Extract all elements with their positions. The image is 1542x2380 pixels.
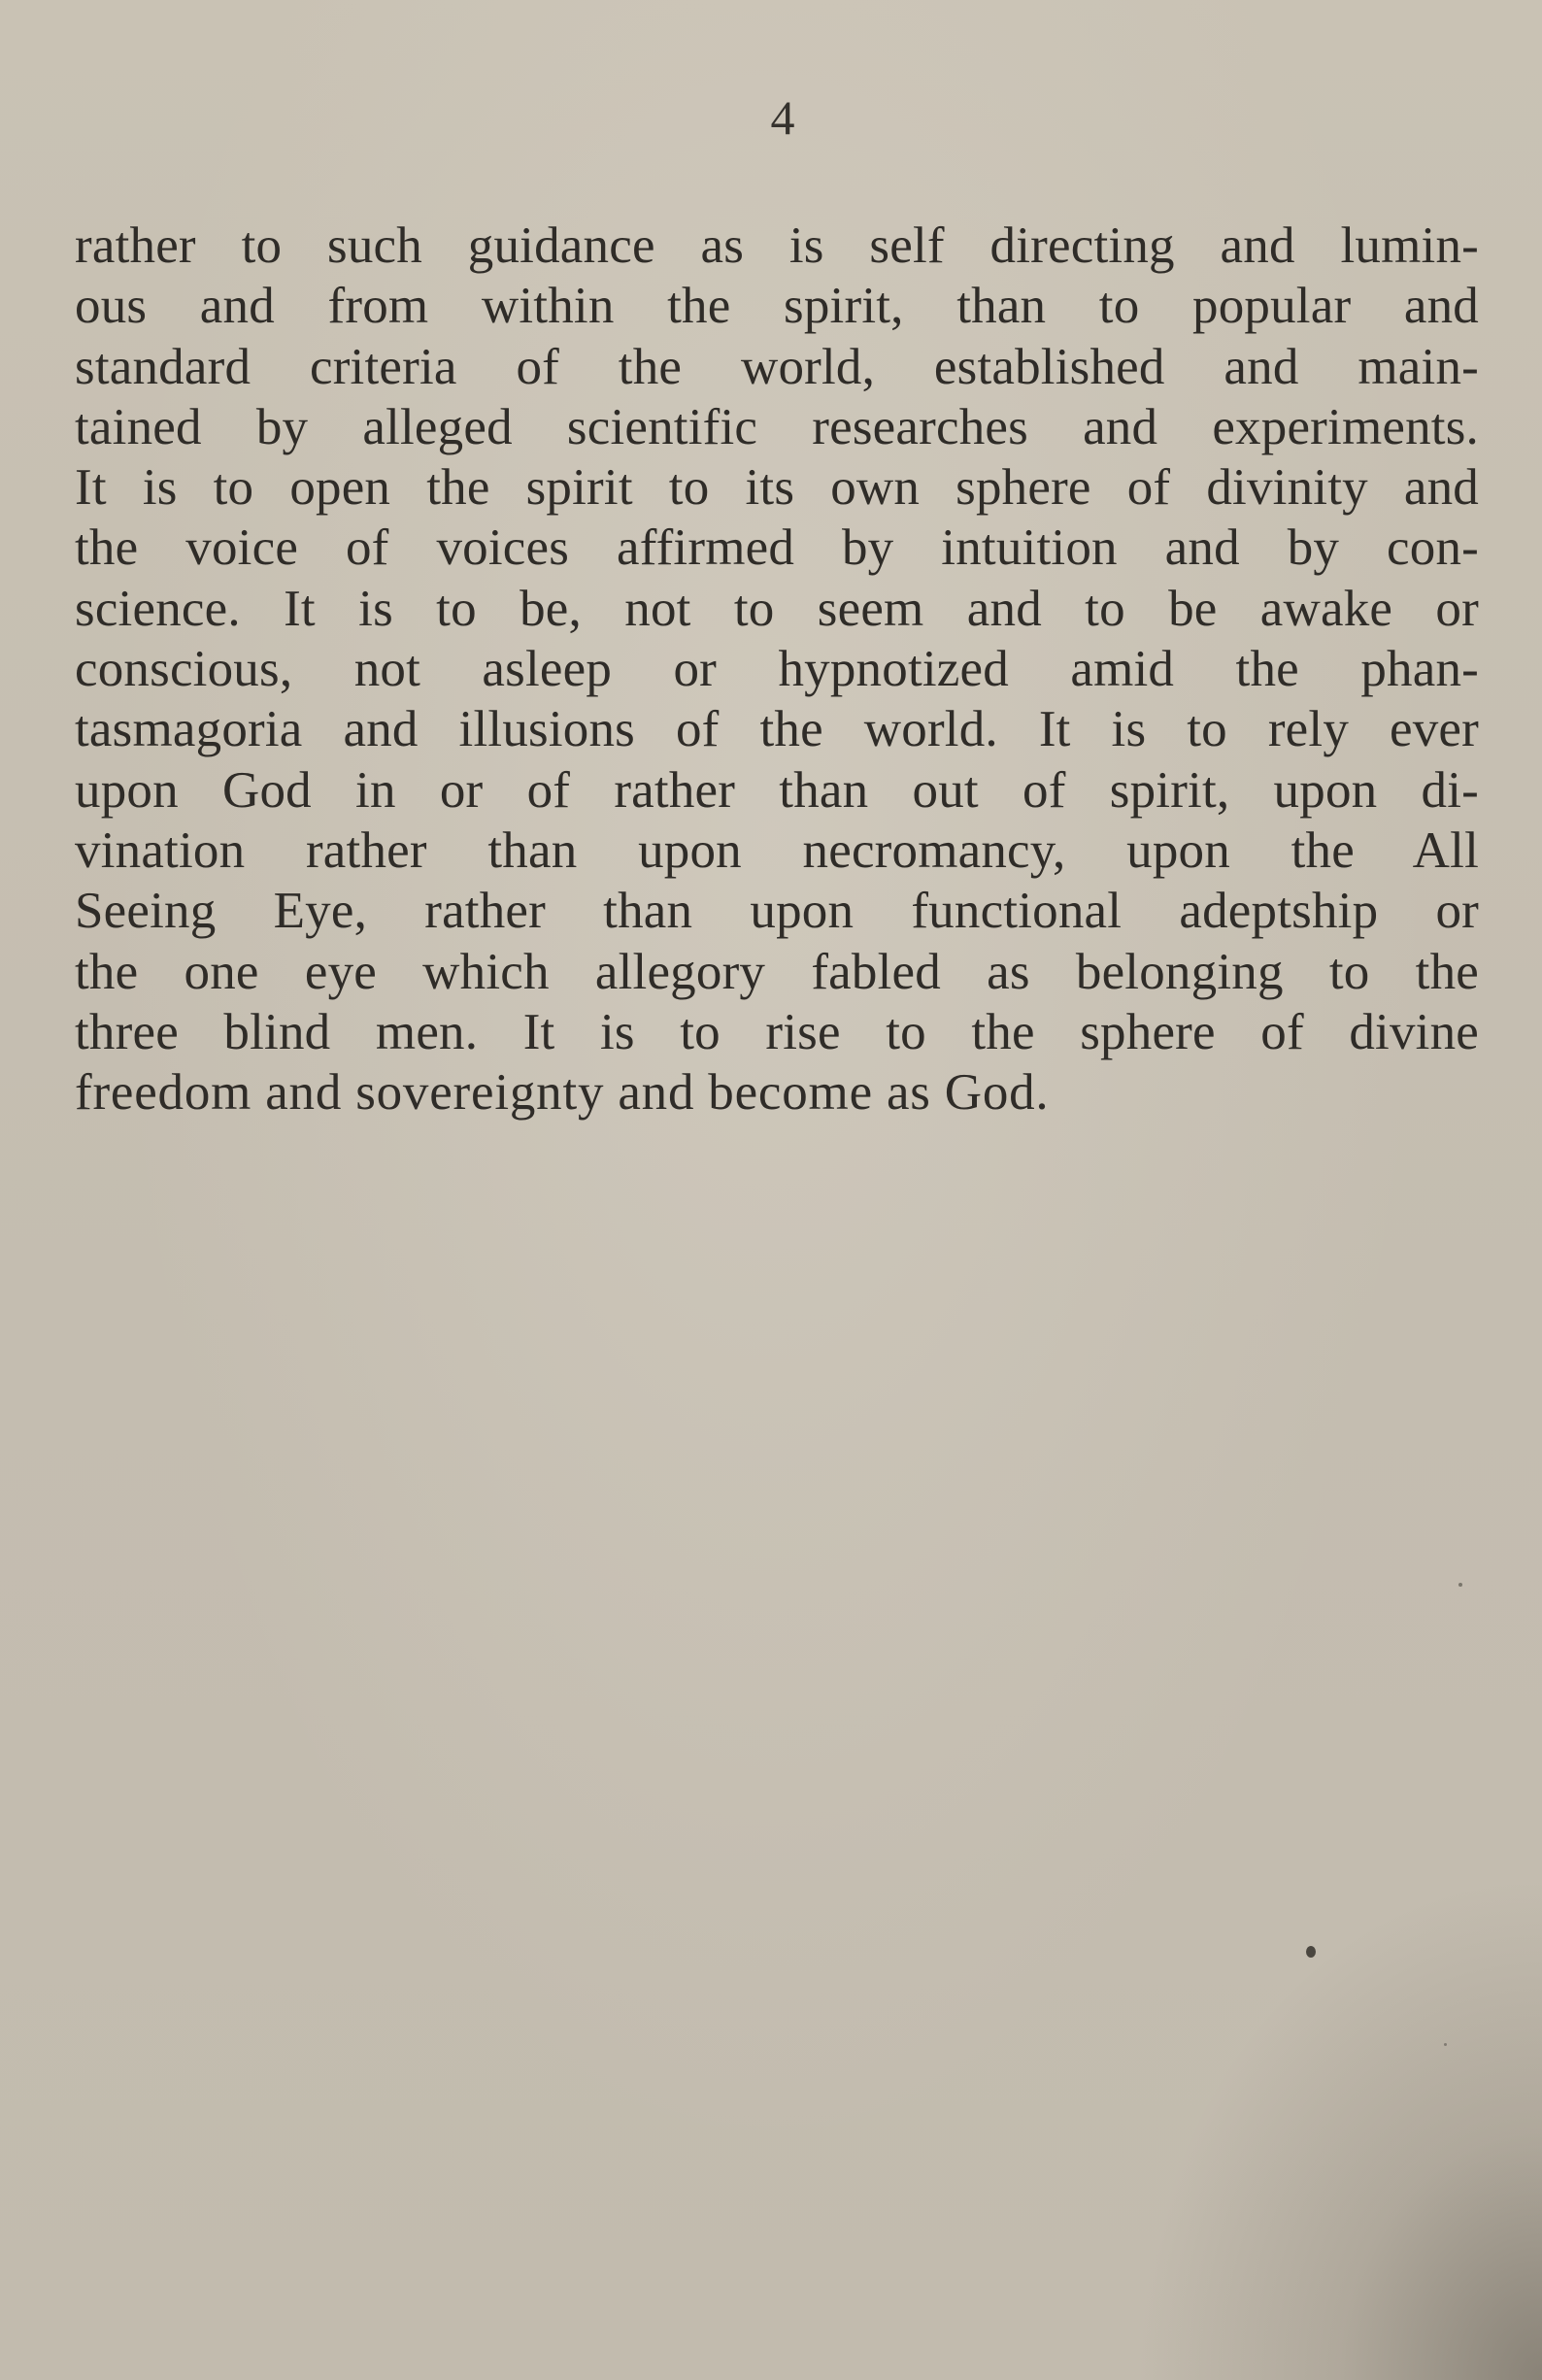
text-line: rather to such guidance as is self directing and lumin- <box>75 218 1479 274</box>
text-line: vination rather than upon necromancy, upon the All <box>75 821 1479 879</box>
text-line: tasmagoria and illusions of the world. It is to rely ever <box>75 701 1479 758</box>
text-line: science. It is to be, not to seem and to be awake or <box>75 580 1479 637</box>
page-edge-shadow <box>1134 1875 1542 2380</box>
text-line: conscious, not asleep or hypnotized amid the phan- <box>75 641 1479 698</box>
text-line: It is to open the spirit to its own sphere of divinity and <box>75 459 1479 517</box>
text-line: three blind men. It is to rise to the sphere of divine <box>75 1003 1479 1060</box>
text-line: ous and from within the spirit, than to popular and <box>75 278 1479 335</box>
ink-speck <box>1458 1583 1462 1587</box>
page-number: 4 <box>770 90 795 145</box>
text-line: standard criteria of the world, established and main- <box>75 338 1479 395</box>
text-line: upon God in or of rather than out of spirit, upon di- <box>75 761 1479 819</box>
body-paragraph <box>75 216 1479 1123</box>
text-line-last: freedom and sovereignty and become as God. <box>75 1064 1050 1122</box>
text-line: the one eye which allegory fabled as belonging to the <box>75 943 1479 1000</box>
text-line: tained by alleged scientific researches and experiments. <box>75 398 1479 455</box>
ink-speck <box>1444 2043 1447 2046</box>
text-line: the voice of voices affirmed by intuition and by con- <box>75 520 1479 577</box>
text-line: Seeing Eye, rather than upon functional adeptship or <box>75 883 1479 940</box>
ink-speck <box>1306 1946 1316 1958</box>
